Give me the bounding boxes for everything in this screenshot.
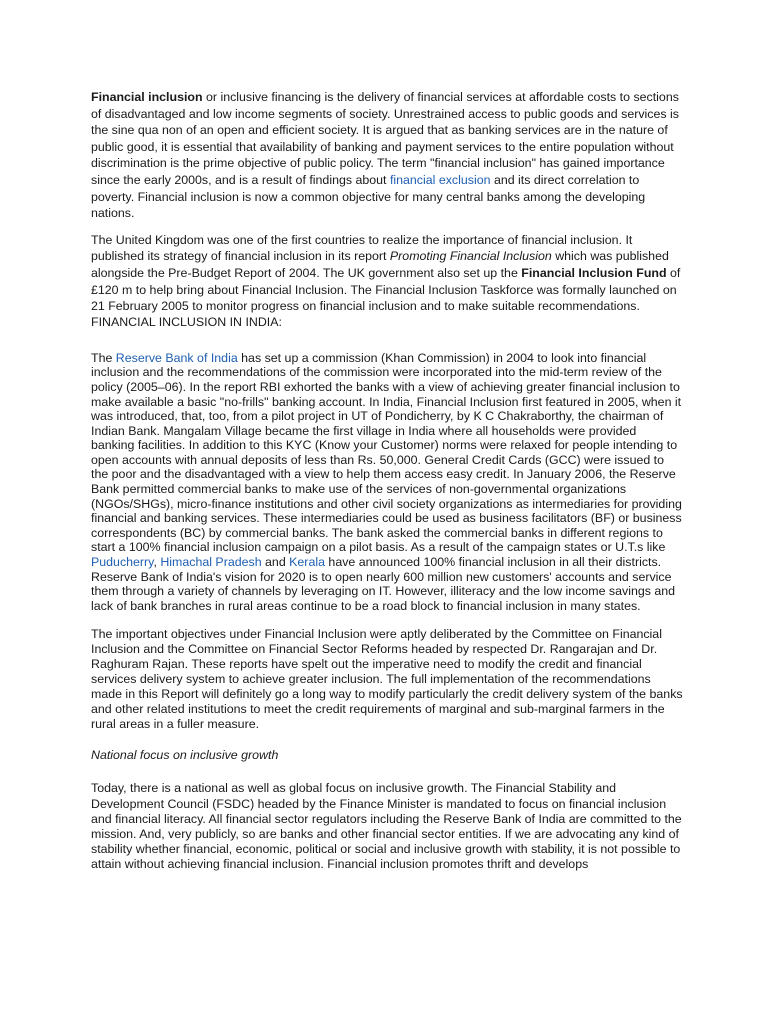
india-text-b: has set up a commission (Khan Commission) in 2004 to look into financial inclusion and the recommendations of the commission were incorporated into the mid-term review of the policy (2005–06). In the report RBI exhorted the banks with a view of achieving greater financial inclusion to make available a basic "no-frills" banking account. In India, Financial Inclusion first featured in 2005, when it was introduced, that, too, from a pilot project in UT of Pondicherry, by K C Chakraborthy, the chairman of Indian Bank. Mangalam Village became the first village in India where all households were provided banking facilities. In addition to this KYC (Know your Customer) norms were relaxed for people intending to open accounts with annual deposits of less than Rs. 50,000. General Credit Cards (GCC) were issued to the poor and the disadvantaged with a view to help them access easy credit. In January 2006, the Reserve Bank permitted commercial banks to make use of the services of non-governmental organizations (NGOs/SHGs), micro-finance institutions and other civil society organizations as intermediaries for providing financial and banking services. These intermediaries could be used as business facilitators (BF) or business correspondents (BC) by commercial banks. The bank asked the commercial banks in different regions to start a 100% financial inclusion campaign on a pilot basis. As a result of the campaign states or U.T.s like <box>91 350 682 555</box>
uk-text-c: of £120 m to help bring about Financial Inclusion. The Financial Inclusion Taskforce was formally launched on 21 February 2005 to monitor progress on financial inclusion and to make suitable recommendations. <box>91 265 681 314</box>
uk-text-a: The United Kingdom was one of the first countries to realize the importance of financial inclusion. It published its strategy of financial inclusion in its report <box>91 232 633 264</box>
india-text-a: The <box>91 350 116 365</box>
objectives-paragraph: The important objectives under Financial Inclusion were aptly deliberated by the Committee on Financial Inclusion and the Committee on Financial Sector Reforms headed by respected Dr. Rangarajan and Dr. Raghuram Rajan. These reports have spelt out the imperative need to modify the credit and financial services delivery system to achieve greater inclusion. The full implementation of the recommendations made in this Report will definitely go a long way to modify particularly the credit delivery system of the banks and other related institutions to meet the credit requirements of marginal and sub-marginal farmers in the rural areas in a fuller measure. <box>91 627 683 732</box>
document-page <box>91 89 683 873</box>
report-title: Promoting Financial Inclusion <box>389 249 552 264</box>
uk-text-b: which was published alongside the Pre-Budget Report of 2004. The UK government also set up the <box>91 249 669 280</box>
term-financial-inclusion-fund: Financial Inclusion Fund <box>521 265 667 280</box>
term-financial-inclusion: Financial inclusion <box>91 90 203 104</box>
india-text-c: have announced 100% financial inclusion in all their districts. Reserve Bank of India's vision for 2020 is to open nearly 600 million new customers' accounts and service them through a variety of channels by leveraging on IT. However, illiteracy and the low income savings and lack of bank branches in rural areas continue to be a road block to financial inclusion in many states. <box>91 555 676 613</box>
intro-paragraph <box>91 89 683 222</box>
link-reserve-bank-of-india[interactable]: Reserve Bank of India <box>115 350 238 365</box>
uk-paragraph <box>91 232 683 315</box>
section-heading-india: FINANCIAL INCLUSION IN INDIA: <box>91 314 282 329</box>
intro-text-b: and its direct correlation to poverty. Financial inclusion is now a common objective for many central banks among the developing nations. <box>91 172 646 221</box>
intro-text-a: or inclusive financing is the delivery of financial services at affordable costs to sections of disadvantaged and low income segments of society. Unrestrained access to public goods and services is the sine qua non of an open and efficient society. It is argued that as banking services are in the nature of public good, it is essential that availability of banking and payment services to the entire population without discrimination is the prime objective of public policy. The term "financial inclusion" has gained importance since the early 2000s, and is a result of findings about <box>91 90 679 187</box>
link-financial-exclusion[interactable]: financial exclusion <box>389 172 491 187</box>
india-sep-1: , <box>153 555 161 570</box>
link-puducherry[interactable]: Puducherry <box>91 555 154 570</box>
india-paragraph <box>91 351 683 614</box>
india-sep-2: and <box>261 555 290 570</box>
subheading-inclusive-growth: National focus on inclusive growth <box>91 748 279 763</box>
link-kerala[interactable]: Kerala <box>289 555 325 570</box>
link-himachal-pradesh[interactable]: Himachal Pradesh <box>160 555 262 570</box>
national-focus-paragraph: Today, there is a national as well as global focus on inclusive growth. The Financial Stability and Development Council (FSDC) headed by the Finance Minister is mandated to focus on financial inclusion and financial literacy. All financial sector regulators including the Reserve Bank of India are committed to the mission. And, very publicly, so are banks and other financial sector entities. If we are advocating any kind of stability whether financial, economic, political or social and inclusive growth with stability, it is not possible to attain without achieving financial inclusion. Financial inclusion promotes thrift and develops <box>91 781 682 872</box>
